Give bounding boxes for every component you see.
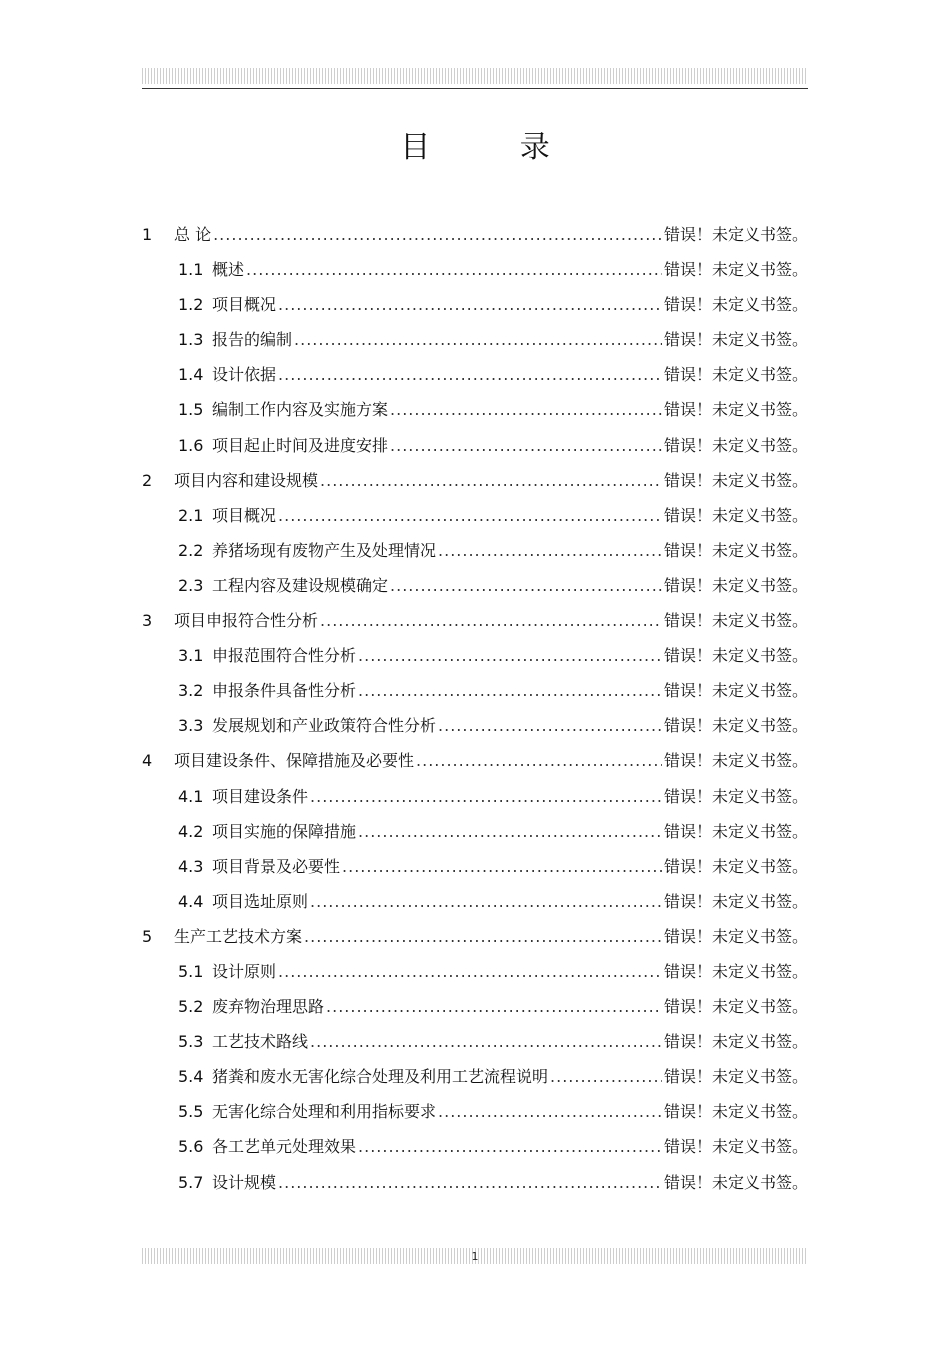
page-number: 1 xyxy=(471,1250,479,1263)
toc-entry[interactable] xyxy=(142,994,808,1029)
toc-entry-title: 无害化综合处理和利用指标要求 xyxy=(212,1102,437,1122)
toc-entry[interactable] xyxy=(142,362,808,397)
toc-entry-title: 项目申报符合性分析 xyxy=(174,611,319,631)
toc-leader-dots xyxy=(304,927,662,946)
toc-entry[interactable] xyxy=(142,468,808,503)
toc-entry-title: 项目内容和建设规模 xyxy=(174,470,319,490)
toc-entry-number: 4.2 xyxy=(178,821,204,841)
toc-leader-dots xyxy=(390,576,662,595)
toc-entry[interactable] xyxy=(142,784,808,819)
toc-entry-title: 猪粪和废水无害化综合处理及利用工艺流程说明 xyxy=(212,1067,549,1087)
toc-entry-title: 项目选址原则 xyxy=(212,891,309,911)
toc-entry-page-ref: 错误！未定义书签。 xyxy=(663,1102,808,1122)
toc-entry-page-ref: 错误！未定义书签。 xyxy=(663,260,808,280)
toc-entry-number: 1.3 xyxy=(178,330,204,350)
toc-entry-title: 工艺技术路线 xyxy=(212,1032,309,1052)
header-rule xyxy=(142,88,808,89)
toc-entry[interactable] xyxy=(142,854,808,889)
toc-entry-page-ref: 错误！未定义书签。 xyxy=(663,470,808,490)
toc-entry-title: 总 论 xyxy=(174,225,212,244)
toc-entry-page-ref: 错误！未定义书签。 xyxy=(663,716,808,736)
toc-leader-dots xyxy=(294,330,662,349)
toc-entry-page-ref: 错误！未定义书签。 xyxy=(663,295,808,315)
toc-entry-page-ref: 错误！未定义书签。 xyxy=(663,786,808,806)
toc-entry[interactable] xyxy=(142,959,808,994)
toc-entry[interactable] xyxy=(142,1099,808,1134)
toc-leader-dots xyxy=(320,611,662,630)
toc-entry-page-ref: 错误！未定义书签。 xyxy=(663,1137,808,1157)
toc-leader-dots xyxy=(213,225,662,244)
toc-entry[interactable] xyxy=(142,748,808,783)
toc-leader-dots xyxy=(390,436,662,455)
toc-entry-page-ref: 错误！未定义书签。 xyxy=(663,400,808,420)
toc-entry[interactable] xyxy=(142,327,808,362)
toc-entry-number: 3 xyxy=(142,611,153,631)
toc-entry-page-ref: 错误！未定义书签。 xyxy=(663,821,808,841)
toc-entry-page-ref: 错误！未定义书签。 xyxy=(663,961,808,981)
toc-entry-page-ref: 错误！未定义书签。 xyxy=(663,435,808,455)
toc-entry[interactable] xyxy=(142,573,808,608)
toc-entry-title: 设计依据 xyxy=(212,365,277,385)
toc-entry[interactable] xyxy=(142,1170,808,1205)
toc-entry-title: 报告的编制 xyxy=(212,330,293,350)
toc-leader-dots xyxy=(278,506,662,525)
toc-entry[interactable] xyxy=(142,608,808,643)
toc-entry-number: 2.1 xyxy=(178,505,204,525)
toc-entry-page-ref: 错误！未定义书签。 xyxy=(663,681,808,701)
toc-leader-dots xyxy=(310,787,662,806)
toc-leader-dots xyxy=(550,1067,662,1086)
toc-entry-page-ref: 错误！未定义书签。 xyxy=(663,540,808,560)
toc-entry-title: 概述 xyxy=(212,260,245,280)
toc-entry[interactable] xyxy=(142,397,808,432)
toc-leader-dots xyxy=(320,471,662,490)
toc-entry-number: 3.1 xyxy=(178,646,204,666)
toc-entry-page-ref: 错误！未定义书签。 xyxy=(663,505,808,525)
toc-entry-title: 发展规划和产业政策符合性分析 xyxy=(212,716,437,736)
toc-entry-page-ref: 错误！未定义书签。 xyxy=(663,751,808,771)
toc-entry-page-ref: 错误！未定义书签。 xyxy=(663,611,808,631)
toc-entry-title: 项目实施的保障措施 xyxy=(212,821,357,841)
toc-entry-number: 4.1 xyxy=(178,786,204,806)
toc-entry-number: 2.2 xyxy=(178,540,204,560)
toc-leader-dots xyxy=(278,295,662,314)
toc-leader-dots xyxy=(278,365,662,384)
toc-entry-number: 1.1 xyxy=(178,260,204,280)
page-title: 目 录 xyxy=(400,130,590,165)
toc-entry-title: 申报范围符合性分析 xyxy=(212,646,357,666)
toc-entry-page-ref: 错误！未定义书签。 xyxy=(663,926,808,946)
toc-leader-dots xyxy=(416,751,662,770)
toc-entry-page-ref: 错误！未定义书签。 xyxy=(663,646,808,666)
toc-leader-dots xyxy=(246,260,662,279)
toc-leader-dots xyxy=(326,997,662,1016)
toc-entry-title: 各工艺单元处理效果 xyxy=(212,1137,357,1157)
toc-leader-dots xyxy=(278,962,662,981)
toc-entry-number: 4 xyxy=(142,751,153,771)
toc-entry-title: 项目背景及必要性 xyxy=(212,856,341,876)
table-of-contents xyxy=(142,222,808,1205)
toc-entry-number: 1.6 xyxy=(178,435,204,455)
toc-entry[interactable] xyxy=(142,819,808,854)
toc-entry-number: 3.3 xyxy=(178,716,204,736)
toc-entry-page-ref: 错误！未定义书签。 xyxy=(663,997,808,1017)
toc-entry-page-ref: 错误！未定义书签。 xyxy=(663,330,808,350)
toc-entry[interactable] xyxy=(142,643,808,678)
toc-leader-dots xyxy=(438,1102,662,1121)
toc-entry-number: 5 xyxy=(142,926,153,946)
toc-entry[interactable] xyxy=(142,1134,808,1169)
toc-entry-page-ref: 错误！未定义书签。 xyxy=(663,1172,808,1192)
toc-entry[interactable] xyxy=(142,503,808,538)
toc-entry-title: 项目建设条件 xyxy=(212,786,309,806)
toc-entry-title: 设计原则 xyxy=(212,961,277,981)
toc-entry[interactable] xyxy=(142,292,808,327)
toc-entry-number: 5.5 xyxy=(178,1102,204,1122)
toc-entry-page-ref: 错误！未定义书签。 xyxy=(663,1067,808,1087)
toc-entry-title: 项目建设条件、保障措施及必要性 xyxy=(174,751,415,771)
toc-leader-dots xyxy=(278,1173,662,1192)
toc-entry-number: 1.4 xyxy=(178,365,204,385)
toc-entry-number: 1.5 xyxy=(178,400,204,420)
toc-entry-number: 5.2 xyxy=(178,997,204,1017)
toc-entry-number: 2 xyxy=(142,470,153,490)
toc-entry[interactable] xyxy=(142,713,808,748)
toc-entry[interactable] xyxy=(142,433,808,468)
toc-entry-title: 设计规模 xyxy=(212,1172,277,1192)
toc-leader-dots xyxy=(358,1137,662,1156)
toc-entry[interactable] xyxy=(142,1064,808,1099)
toc-leader-dots xyxy=(438,541,662,560)
toc-leader-dots xyxy=(390,400,662,419)
toc-leader-dots xyxy=(310,1032,662,1051)
toc-entry-page-ref: 错误！未定义书签。 xyxy=(663,891,808,911)
toc-entry-number: 1 xyxy=(142,225,153,244)
toc-entry[interactable] xyxy=(142,889,808,924)
toc-entry-number: 5.6 xyxy=(178,1137,204,1157)
toc-entry-title: 项目概况 xyxy=(212,505,277,525)
toc-entry-page-ref: 错误！未定义书签。 xyxy=(663,575,808,595)
toc-entry-title: 申报条件具备性分析 xyxy=(212,681,357,701)
toc-entry-title: 工程内容及建设规模确定 xyxy=(212,575,389,595)
toc-entry-page-ref: 错误！未定义书签。 xyxy=(663,365,808,385)
header-decoration xyxy=(142,68,806,84)
toc-entry-title: 项目起止时间及进度安排 xyxy=(212,435,389,455)
toc-entry-title: 废弃物治理思路 xyxy=(212,997,325,1017)
toc-leader-dots xyxy=(358,681,662,700)
toc-entry-page-ref: 错误！未定义书签。 xyxy=(663,1032,808,1052)
toc-entry[interactable] xyxy=(142,678,808,713)
toc-entry-title: 编制工作内容及实施方案 xyxy=(212,400,389,420)
toc-entry-page-ref: 错误！未定义书签。 xyxy=(663,225,808,244)
toc-entry-number: 5.1 xyxy=(178,961,204,981)
toc-entry-number: 5.4 xyxy=(178,1067,204,1087)
toc-leader-dots xyxy=(342,857,662,876)
toc-leader-dots xyxy=(358,822,662,841)
toc-entry-number: 1.2 xyxy=(178,295,204,315)
toc-leader-dots xyxy=(358,646,662,665)
toc-entry-number: 4.3 xyxy=(178,856,204,876)
toc-entry-number: 4.4 xyxy=(178,891,204,911)
toc-entry-title: 生产工艺技术方案 xyxy=(174,926,303,946)
toc-entry[interactable] xyxy=(142,1029,808,1064)
toc-entry-page-ref: 错误！未定义书签。 xyxy=(663,856,808,876)
toc-leader-dots xyxy=(438,716,662,735)
toc-entry-title: 养猪场现有废物产生及处理情况 xyxy=(212,540,437,560)
toc-entry[interactable] xyxy=(142,538,808,573)
toc-entry-title: 项目概况 xyxy=(212,295,277,315)
toc-entry-number: 5.7 xyxy=(178,1172,204,1192)
toc-entry[interactable] xyxy=(142,924,808,959)
toc-entry-number: 5.3 xyxy=(178,1032,204,1052)
toc-entry[interactable] xyxy=(142,257,808,292)
toc-entry-number: 3.2 xyxy=(178,681,204,701)
toc-entry[interactable] xyxy=(142,222,808,257)
toc-entry-number: 2.3 xyxy=(178,575,204,595)
toc-leader-dots xyxy=(310,892,662,911)
